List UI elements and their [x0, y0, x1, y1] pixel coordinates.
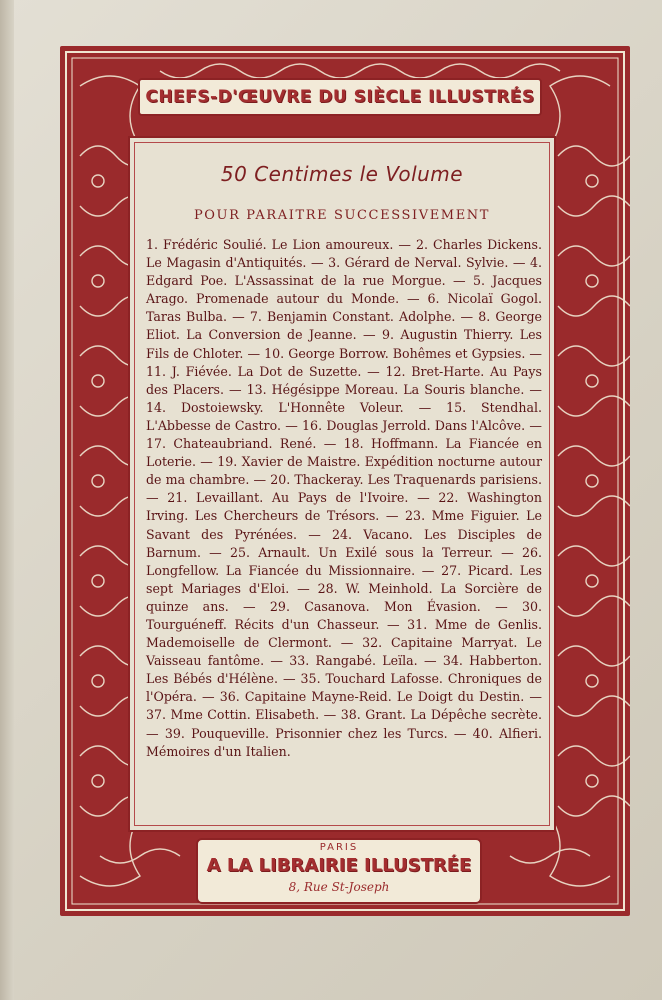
publisher-address: 8, Rue St-Joseph [288, 880, 390, 894]
series-title-banner [138, 78, 542, 116]
title-list-panel [128, 136, 556, 832]
publisher-city: PARIS [319, 842, 359, 853]
price-line: 50 Centimes le Volume [220, 162, 464, 186]
forthcoming-titles-list: 1. Frédéric Soulié. Le Lion amoureux. — 2. Charles Dickens. Le Magasin d'Antiquités. — 3. Gérard de Nerval. Sylvie. — 4. Edgard Poe. L'Assassinat de la rue Morgue. — 5. Jacques Arago. Promenade autour du Monde. — 6. Nicolaï Gogol. Taras Bulba. — 7. Benjamin Constant. Adolphe. — 8. George Eliot. La Conversion de Jeanne. — 9. Augustin Thierry. Les Fils de Chloter. — 10. George Borrow. Bohêmes et Gypsies. — 11. J. Fiévée. La Dot de Suzette. — 12. Bret-Harte. Au Pays des Placers. — 13. Hégésippe Moreau. La Souris blanche. — 14. Dostoiewsky. L'Honnête Voleur. — 15. Stendhal. L'Abbesse de Castro. — 16. Douglas Jerrold. Dans l'Alcôve. — 17. Chateaubriand. René. — 18. Hoffmann. La Fiancée en Loterie. — 19. Xavier de Maistre. Expédition nocturne autour de ma chambre. — 20. Thackeray. Les Traquenards parisiens. — 21. Levaillant. Au Pays de l'Ivoire. — 22. Washington Irving. Les Chercheurs de Trésors. — 23. Mme Figuier. Le Savant des Pyrénées. — 24. Vacano. Les Disciples de Barnum. — 25. Arnault. Un Exilé sous la Terreur. — 26. Longfellow. La Fiancée du Missionnaire. — 27. Picard. Les sept Mariages d'Eloi. — 28. W. Meinhold. La Sorcière de quinze ans. — 29. Casanova. Mon Évasion. — 30. Tourguéneff. Récits d'un Chasseur. — 31. Mme de Genlis. Mademoiselle de Clermont. — 32. Capitaine Marryat. Le Vaisseau fantôme. — 33. Rangabé. Leïla. — 34. Habberton. Les Bébés d'Hélène. — 35. Touchard Lafosse. Chroniques de l'Opéra. — 36. Capitaine Mayne-Reid. Le Doigt du Destin. — 37. Mme Cottin. Elisabeth. — 38. Grant. La Dépêche secrète. — 39. Pouqueville. Prisonnier chez les Turcs. — 40. Alfieri. Mémoires d'un Italien. [146, 237, 542, 759]
publisher-banner [196, 838, 482, 904]
series-title: CHEFS-D'ŒUVRE DU SIÈCLE ILLUSTRÉS [145, 87, 535, 107]
publisher-name: A LA LIBRAIRIE ILLUSTRÉE [206, 855, 472, 876]
spine-edge [0, 0, 14, 1000]
announcement-subtitle: POUR PARAITRE SUCCESSIVEMENT [193, 208, 491, 223]
